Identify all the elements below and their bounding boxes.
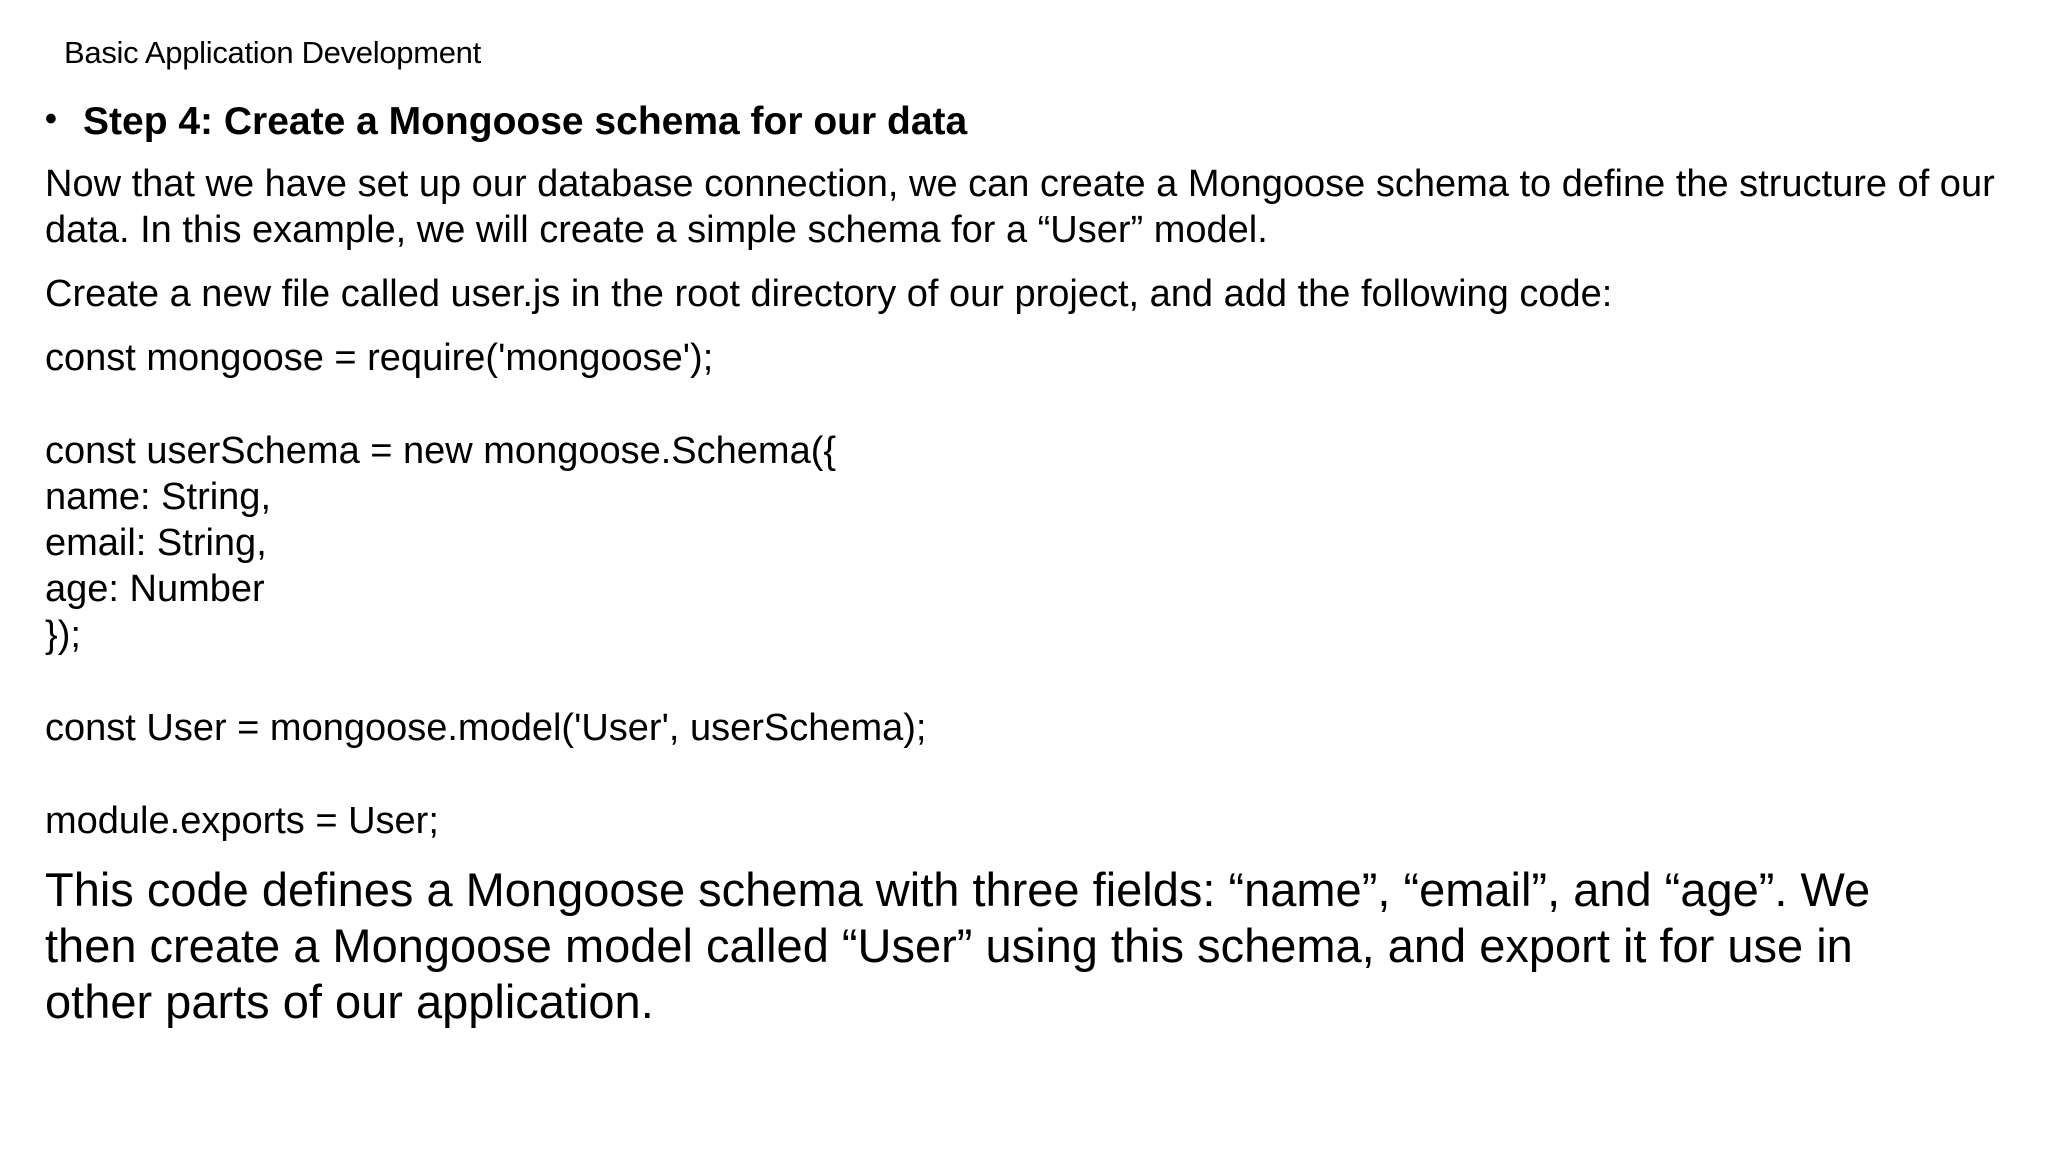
code-line: const User = mongoose.model('User', userSchema); [45,707,927,749]
code-line: const mongoose = require('mongoose'); [45,337,714,379]
code-line: age: Number [45,568,265,610]
code-line: }); [45,614,81,656]
code-line: const userSchema = new mongoose.Schema({ [45,430,837,472]
code-blank-line [45,658,2005,705]
bullet-icon: • [45,100,57,138]
slide-header-title: Basic Application Development [64,35,481,70]
intro-paragraph: Now that we have set up our database connection, we can create a Mongoose schema to define the structure of our data. In this example, we will create a simple schema for a “User” model. [45,163,1995,251]
code-blank-line [45,381,2005,428]
step-heading-row [45,96,2005,149]
slide-content [45,96,2005,1030]
step-heading: Step 4: Create a Mongoose schema for our data [83,100,968,143]
summary-paragraph: This code defines a Mongoose schema with three fields: “name”, “email”, and “age”. We then create a Mongoose model called “User” using this schema, and export it for use in other parts of our application. [45,863,1871,1028]
code-line: email: String, [45,522,267,564]
code-snippet [45,335,2005,844]
code-blank-line [45,751,2005,798]
code-line: name: String, [45,476,271,518]
instruction-paragraph: Create a new file called user.js in the root directory of our project, and add the following code: [45,273,1613,315]
code-line: module.exports = User; [45,800,439,842]
